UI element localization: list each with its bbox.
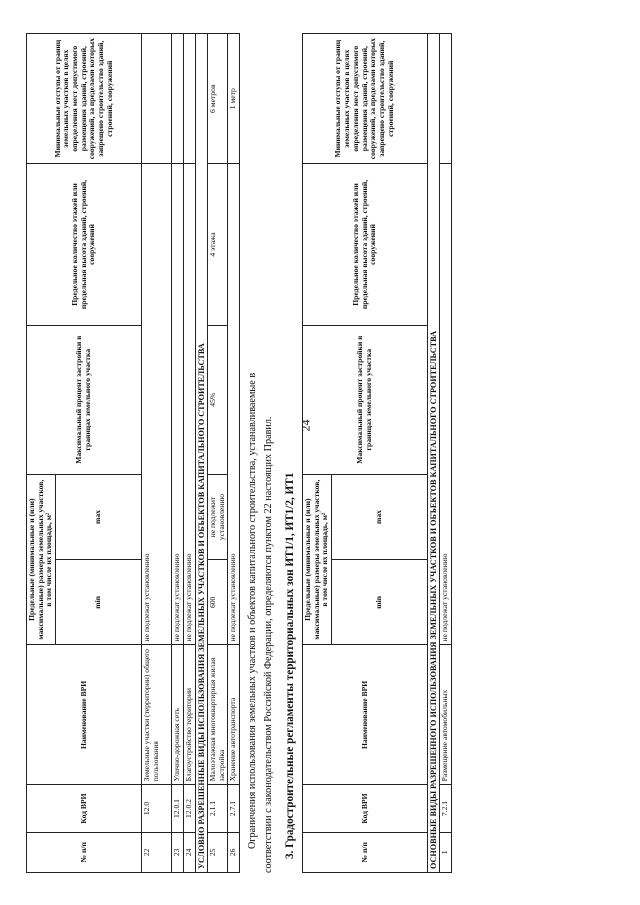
header-percent: Максимальный процент застройки в границах земельного участка	[27, 325, 142, 474]
header-code: Код ВРИ	[302, 785, 427, 832]
section-row	[195, 34, 207, 873]
header-code: Код ВРИ	[27, 785, 142, 832]
cell-code: 12.0.2	[183, 785, 195, 832]
section-heading: 3. Градостроительные регламенты территориальных зон ИТ1/1, ИТ1/2, ИТ1	[283, 472, 296, 859]
cell-span: не подлежат установлению	[440, 164, 452, 645]
cell-num: 24	[183, 832, 195, 872]
cell-setback	[183, 34, 195, 164]
table-row	[208, 34, 228, 873]
header-name: Наименование ВРИ	[302, 645, 427, 785]
cell-code: 7.2.1	[440, 785, 452, 832]
cell-code: 2.7.1	[228, 785, 240, 832]
paragraph-line: соответствии с законодательством Российской Федерации, определяются пунктом 22 настоящих Правил.	[262, 416, 274, 873]
cell-name: Улично-дорожная сеть	[172, 645, 184, 785]
header-setback: Минимальные отступы от границ земельных участков в целях определения мест допустимого размещения зданий, строений, сооружений, за пределами которых запрещено строительство зданий, строений, сооружений	[27, 34, 142, 164]
cell-code: 12.0	[142, 785, 172, 832]
cell-span: не подлежат установлению	[172, 164, 184, 645]
cell-setback: 6 метров	[208, 34, 228, 164]
cell-num: 1	[440, 832, 452, 872]
cell-num: 25	[208, 832, 228, 872]
cell-setback	[440, 34, 452, 164]
header-floors: Предельное количество этажей или предельная высота зданий, строений, сооружений	[27, 164, 142, 325]
table-row	[440, 34, 452, 873]
cell-span: не подлежат установлению	[183, 164, 195, 645]
cell-setback	[172, 34, 184, 164]
header-size: Предельные (минимальные и (или) максимальные) размеры земельных участков, в том числе их площадь, м²	[27, 474, 56, 645]
header-name: Наименование ВРИ	[27, 645, 142, 785]
cell-name: Земельные участки (территории) общего пользования	[142, 645, 172, 785]
cell-num: 26	[228, 832, 240, 872]
cell-setback	[142, 34, 172, 164]
cell-num: 22	[142, 832, 172, 872]
cell-percent: 45%	[208, 325, 228, 474]
header-min: min	[56, 560, 142, 645]
cell-setback: 1 метр	[228, 34, 240, 164]
cell-floors: 4 этажа	[208, 164, 228, 325]
header-setback: Минимальные отступы от границ земельных участков в целях определения мест допустимого размещения зданий, строений, сооружений, за пределами которых запрещено строительство зданий, строений, сооружений	[302, 34, 427, 164]
section-title: ОСНОВНЫЕ ВИДЫ РАЗРЕШЕННОГО ИСПОЛЬЗОВАНИЯ ЗЕМЕЛЬНЫХ УЧАСТКОВ И ОБЪЕКТОВ КАПИТАЛЬНОГО СТРОИТЕЛЬСТВА	[427, 34, 439, 873]
header-percent: Максимальный процент застройки в границах земельного участка	[302, 325, 427, 474]
cell-min: 600	[208, 560, 228, 645]
cell-span: не подлежат установлению	[228, 164, 240, 645]
table-row	[183, 34, 195, 873]
cell-max: не подлежит установлению	[208, 474, 228, 559]
cell-span: не подлежат установлению	[142, 164, 172, 645]
cell-code: 2.1.1	[208, 785, 228, 832]
header-size: Предельные (минимальные и (или) максимальные) размеры земельных участков, в том числе их площадь, м²	[302, 474, 331, 645]
cell-name: Малоэтажная многоквартирная жилая застройка	[208, 645, 228, 785]
header-floors: Предельное количество этажей или предельная высота зданий, строений, сооружений	[302, 164, 427, 325]
header-max: max	[331, 474, 427, 559]
restrictions-paragraph	[245, 33, 277, 873]
cell-name: Размещение автомобильных	[440, 645, 452, 785]
header-num: № п/п	[302, 832, 427, 872]
cell-num: 23	[172, 832, 184, 872]
header-num: № п/п	[27, 832, 142, 872]
page-number: 24	[298, 419, 313, 432]
section-title: УСЛОВНО РАЗРЕШЕННЫЕ ВИДЫ ИСПОЛЬЗОВАНИЯ ЗЕМЕЛЬНЫХ УЧАСТКОВ И ОБЪЕКТОВ КАПИТАЛЬНОГО СТРОИТЕЛЬСТВА	[195, 34, 207, 873]
header-max: max	[56, 474, 142, 559]
table-row	[142, 34, 172, 873]
section-row	[427, 34, 439, 873]
regulations-table-2	[302, 33, 452, 873]
table-row	[228, 34, 240, 873]
cell-code: 12.0.1	[172, 785, 184, 832]
cell-name: Благоустройство территории	[183, 645, 195, 785]
table-row	[172, 34, 184, 873]
header-min: min	[331, 560, 427, 645]
paragraph-line: Ограничения использования земельных участков и объектов капитального строительства, устанавливаемые в	[247, 372, 259, 849]
cell-name: Хранение автотранспорта	[228, 645, 240, 785]
regulations-table-1	[26, 33, 240, 873]
